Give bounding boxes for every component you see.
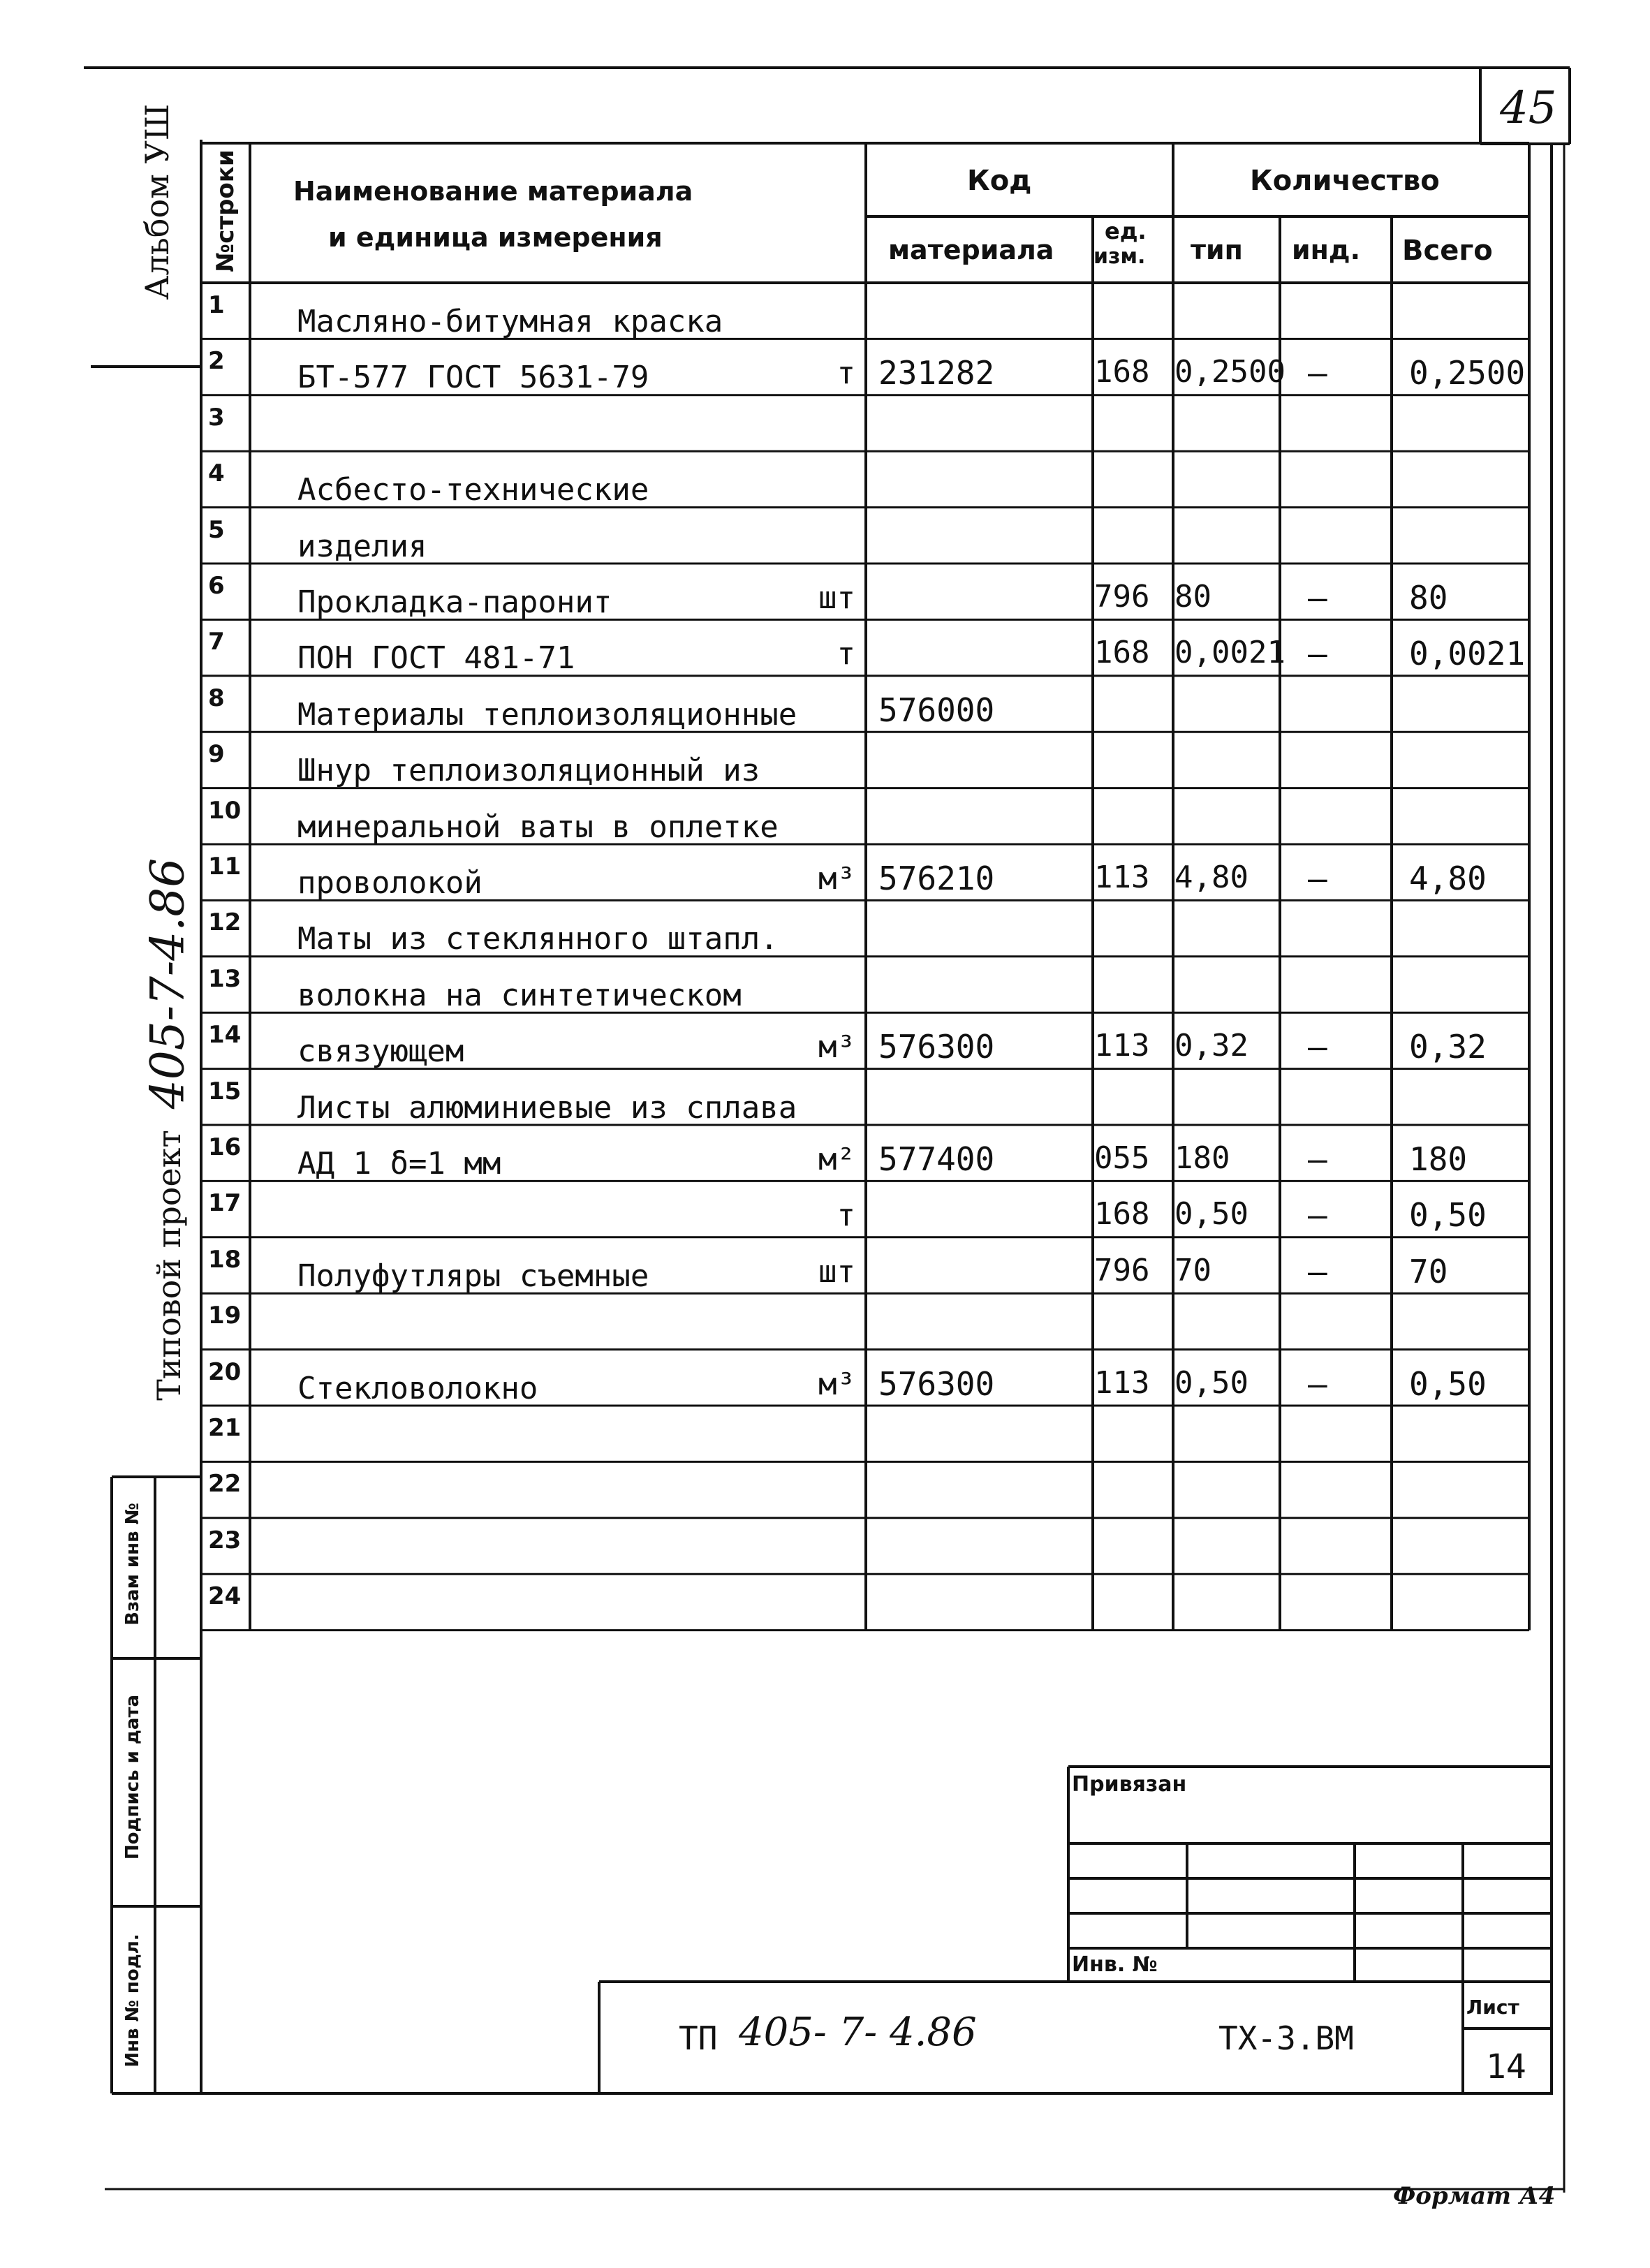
material-name: Асбесто-технические bbox=[297, 472, 649, 508]
row-number: 11 bbox=[208, 853, 242, 881]
header-qty-total: Всего bbox=[1402, 235, 1493, 267]
material-name: проволокой bbox=[297, 865, 483, 901]
material-code: 576000 bbox=[878, 691, 995, 729]
row-number: 4 bbox=[208, 459, 225, 488]
material-name: минеральной ваты в оплетке bbox=[297, 809, 779, 845]
row-number: 23 bbox=[208, 1526, 242, 1554]
row-number: 6 bbox=[208, 572, 225, 600]
material-name: Шнур теплоизоляционный из bbox=[297, 753, 760, 789]
material-name: Маты из стеклянного штапл. bbox=[297, 921, 779, 957]
material-code: 576300 bbox=[878, 1028, 995, 1066]
stamp-privyazan: Привязан bbox=[1072, 1772, 1187, 1797]
stamp-sheet-number: 14 bbox=[1486, 2047, 1526, 2086]
material-name: Материалы теплоизоляционные bbox=[297, 696, 797, 732]
row-number: 12 bbox=[208, 908, 242, 937]
qty-total: 180 bbox=[1409, 1140, 1468, 1178]
header-row-no: №строки bbox=[212, 149, 240, 272]
qty-ind: – bbox=[1308, 579, 1327, 617]
unit: м³ bbox=[818, 1029, 855, 1066]
qty-type: 0,50 bbox=[1174, 1196, 1248, 1232]
row-number: 1 bbox=[208, 291, 225, 319]
material-name: волокна на синтетическом bbox=[297, 977, 742, 1013]
unit-code: 113 bbox=[1094, 860, 1150, 895]
qty-ind: – bbox=[1308, 1196, 1327, 1235]
qty-type: 4,80 bbox=[1174, 860, 1248, 895]
material-code: 576300 bbox=[878, 1364, 995, 1403]
unit: шт bbox=[818, 1253, 855, 1290]
header-unit-line1: ед. bbox=[1105, 218, 1147, 244]
qty-type: 0,32 bbox=[1174, 1028, 1248, 1064]
row-number: 8 bbox=[208, 684, 225, 712]
material-code: 577400 bbox=[878, 1140, 995, 1178]
unit-code: 055 bbox=[1094, 1140, 1150, 1176]
page-number: 45 bbox=[1500, 82, 1557, 134]
unit: м³ bbox=[818, 861, 855, 897]
row-number: 3 bbox=[208, 403, 225, 432]
row-number: 14 bbox=[208, 1021, 242, 1050]
vzam-inv-label: Взам инв № bbox=[122, 1503, 143, 1626]
qty-type: 0,50 bbox=[1174, 1364, 1248, 1401]
qty-type: 0,0021 bbox=[1174, 635, 1286, 671]
header-code-material: материала bbox=[888, 235, 1054, 265]
qty-ind: – bbox=[1308, 1252, 1327, 1290]
material-name: изделия bbox=[297, 528, 427, 564]
qty-total: 0,50 bbox=[1409, 1364, 1487, 1403]
row-number: 18 bbox=[208, 1245, 242, 1274]
row-number: 24 bbox=[208, 1582, 242, 1611]
header-name-line2: и единица измерения bbox=[328, 222, 663, 253]
podpis-data-label: Подпись и дата bbox=[122, 1694, 143, 1860]
qty-total: 70 bbox=[1409, 1252, 1448, 1290]
qty-type: 180 bbox=[1174, 1140, 1230, 1176]
row-number: 19 bbox=[208, 1302, 242, 1330]
row-number: 16 bbox=[208, 1133, 242, 1161]
format-label: Формат А4 bbox=[1393, 2182, 1556, 2210]
qty-ind: – bbox=[1308, 635, 1327, 673]
qty-total: 0,50 bbox=[1409, 1196, 1487, 1235]
unit-code: 796 bbox=[1094, 1252, 1150, 1288]
header-code: Код bbox=[967, 165, 1032, 197]
unit: м³ bbox=[818, 1366, 855, 1402]
row-number: 15 bbox=[208, 1077, 242, 1105]
row-number: 20 bbox=[208, 1357, 242, 1386]
material-name: связующем bbox=[297, 1033, 464, 1070]
qty-ind: – bbox=[1308, 1364, 1327, 1403]
material-code: 231282 bbox=[878, 354, 995, 392]
unit: м² bbox=[818, 1142, 855, 1177]
stamp-sheet-label: Лист bbox=[1466, 1996, 1519, 2019]
material-name: Листы алюминиевые из сплава bbox=[297, 1089, 797, 1126]
unit-code: 796 bbox=[1094, 579, 1150, 614]
qty-type: 0,2500 bbox=[1174, 354, 1286, 390]
row-number: 13 bbox=[208, 964, 242, 993]
unit: т bbox=[837, 1198, 855, 1234]
unit-code: 113 bbox=[1094, 1028, 1150, 1064]
row-number: 5 bbox=[208, 515, 225, 544]
header-qty-ind: инд. bbox=[1292, 235, 1361, 265]
qty-ind: – bbox=[1308, 1140, 1327, 1178]
stamp-inv-no: Инв. № bbox=[1072, 1952, 1158, 1977]
material-code: 576210 bbox=[878, 860, 995, 897]
unit: т bbox=[837, 355, 855, 392]
qty-ind: – bbox=[1308, 354, 1327, 392]
qty-type: 80 bbox=[1174, 579, 1211, 614]
project-label: Типовой проект bbox=[150, 1130, 188, 1401]
row-number: 7 bbox=[208, 628, 225, 656]
material-name: АД 1 δ=1 мм bbox=[297, 1146, 501, 1181]
header-quantity: Количество bbox=[1250, 165, 1440, 197]
unit-code: 168 bbox=[1094, 635, 1150, 671]
qty-total: 4,80 bbox=[1409, 860, 1487, 897]
row-number: 9 bbox=[208, 740, 225, 769]
stamp-tp-number: 405- 7- 4.86 bbox=[739, 2010, 977, 2055]
header-name-line1: Наименование материала bbox=[293, 176, 693, 207]
album-label: Альбом УШ bbox=[138, 103, 176, 300]
material-name: БТ-577 ГОСТ 5631-79 bbox=[297, 360, 649, 396]
row-number: 17 bbox=[208, 1189, 242, 1218]
header-qty-type: тип bbox=[1191, 235, 1243, 265]
project-number: 405-7-4.86 bbox=[140, 857, 195, 1110]
material-name: Полуфутляры съемные bbox=[297, 1258, 649, 1294]
qty-ind: – bbox=[1308, 1028, 1327, 1066]
qty-total: 0,0021 bbox=[1409, 635, 1526, 673]
unit: т bbox=[837, 636, 855, 672]
inv-podl-label: Инв № подл. bbox=[122, 1934, 143, 2068]
material-name: Масляно-битумная краска bbox=[297, 304, 723, 339]
material-name: Стекловолокно bbox=[297, 1370, 538, 1406]
material-name: ПОН ГОСТ 481-71 bbox=[297, 640, 575, 677]
stamp-doc-code: ТХ-3.ВМ bbox=[1218, 2019, 1354, 2057]
qty-total: 0,2500 bbox=[1409, 354, 1526, 392]
header-unit-line2: изм. bbox=[1093, 244, 1146, 269]
row-number: 2 bbox=[208, 347, 225, 376]
qty-total: 0,32 bbox=[1409, 1028, 1487, 1066]
unit: шт bbox=[818, 580, 855, 616]
row-number: 21 bbox=[208, 1414, 242, 1442]
unit-code: 113 bbox=[1094, 1364, 1150, 1401]
unit-code: 168 bbox=[1094, 354, 1150, 390]
qty-type: 70 bbox=[1174, 1252, 1211, 1288]
row-number: 22 bbox=[208, 1470, 242, 1498]
qty-ind: – bbox=[1308, 860, 1327, 897]
qty-total: 80 bbox=[1409, 579, 1448, 617]
material-name: Прокладка-паронит bbox=[297, 584, 612, 620]
stamp-tp-label: ТП bbox=[679, 2019, 718, 2057]
unit-code: 168 bbox=[1094, 1196, 1150, 1232]
row-number: 10 bbox=[208, 796, 242, 825]
